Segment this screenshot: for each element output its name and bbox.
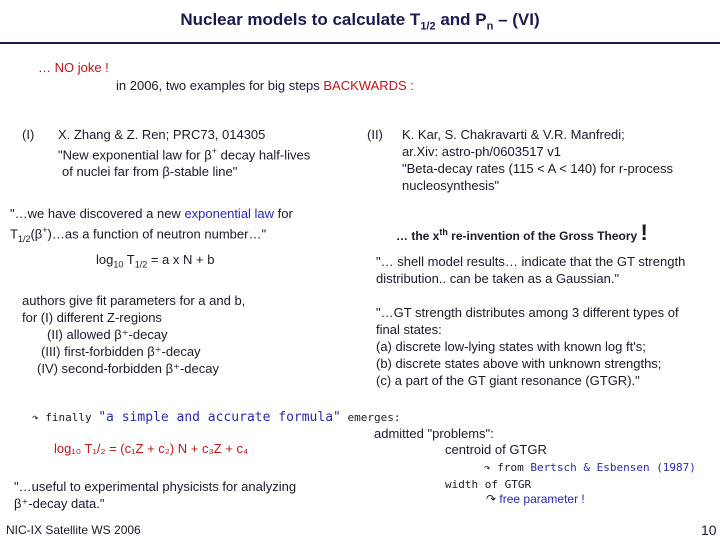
fit-line3: (II) allowed β⁺-decay [47,327,168,342]
right-ref-line1: K. Kar, S. Chakravarti & V.R. Manfredi; [402,127,625,142]
left-ref-line3: of nuclei far from β-stable line" [62,164,238,180]
left-item-number: (I) [22,127,35,142]
gt-line4: (b) discrete states above with unknown strengths; [376,356,662,371]
gt-line1: "…GT strength distributes among 3 different types of [376,305,679,320]
right-ref-line3: "Beta-decay rates (115 < A < 140) for r-process [402,161,674,176]
gt-line3: (a) discrete low-lying states with known log ft's; [376,339,646,354]
gt-strength-quote [376,304,679,389]
bertsch-line: ↷ from Bertsch & Esbensen (1987) [484,461,696,474]
free-parameter-line: ↷ free parameter ! [486,492,585,506]
fit-line1: authors give fit parameters for a and b, [22,293,246,308]
left-reference [58,126,310,180]
gt-line5: (c) a part of the GT giant resonance (GTGR)." [376,373,640,388]
left-ref-line2: "New exponential law for β+ decay half-lives [58,146,311,163]
left-quote-line2: $T_{1/2}(\beta^+)\dots as$ a function of neutron number…" [10,225,267,244]
gt-line2: final states: [376,322,442,337]
useful-quote [14,478,296,512]
right-item-number: (II) [367,127,383,142]
right-reference [402,126,673,194]
width-gtgr: width of GTGR [445,478,532,491]
shell-model-quote [376,253,685,287]
shell-line1: "… shell model results… indicate that the GT strength [376,254,686,269]
intro-text: in 2006, two examples for big steps BACKWARDS : [116,78,414,93]
shell-line2: distribution.. can be taken as a Gaussian." [376,271,620,286]
fit-line5: (IV) second-forbidden β⁺-decay [37,361,219,376]
useful-line1: "…useful to experimental physicists for analyzing [14,479,297,494]
left-quote [10,205,293,248]
page-number: 10 [701,522,717,538]
right-ref-line4: nucleosynthesis" [402,178,500,193]
fit-line2: for (I) different Z-regions [22,310,162,325]
finally-line: ↷ finally "a simple and accurate formula" emerges: [32,410,401,425]
useful-line2: β⁺-decay data." [14,496,105,511]
fit-parameters [22,292,245,377]
admitted-problems: admitted "problems": [374,426,494,441]
no-joke-text: … NO joke ! [38,60,109,75]
formula-simple: $\log_{10} T_{1/2} = a$ x N + b [96,252,215,270]
right-ref-line2: ar.Xiv: astro-ph/0603517 v1 [402,144,561,159]
left-quote-line1: "…we have discovered a new exponential law for [10,206,293,221]
reinvention-line: … the $x^{th}$ re-invention of the Gross Theory ! [396,220,648,245]
centroid-gtgr: centroid of GTGR [445,442,547,457]
footer-text: NIC-IX Satellite WS 2006 [6,523,141,537]
formula-full: log₁₀ T₁/₂ = (c₁Z + c₂) N + c₃Z + c₄ [54,441,249,456]
left-ref-line1: X. Zhang & Z. Ren; PRC73, 014305 [58,127,266,142]
fit-line4: (III) first-forbidden β⁺-decay [41,344,201,359]
slide-title: Nuclear models to calculate $T_{1/2}$ and $P_n - (VI)$ [180,10,540,33]
